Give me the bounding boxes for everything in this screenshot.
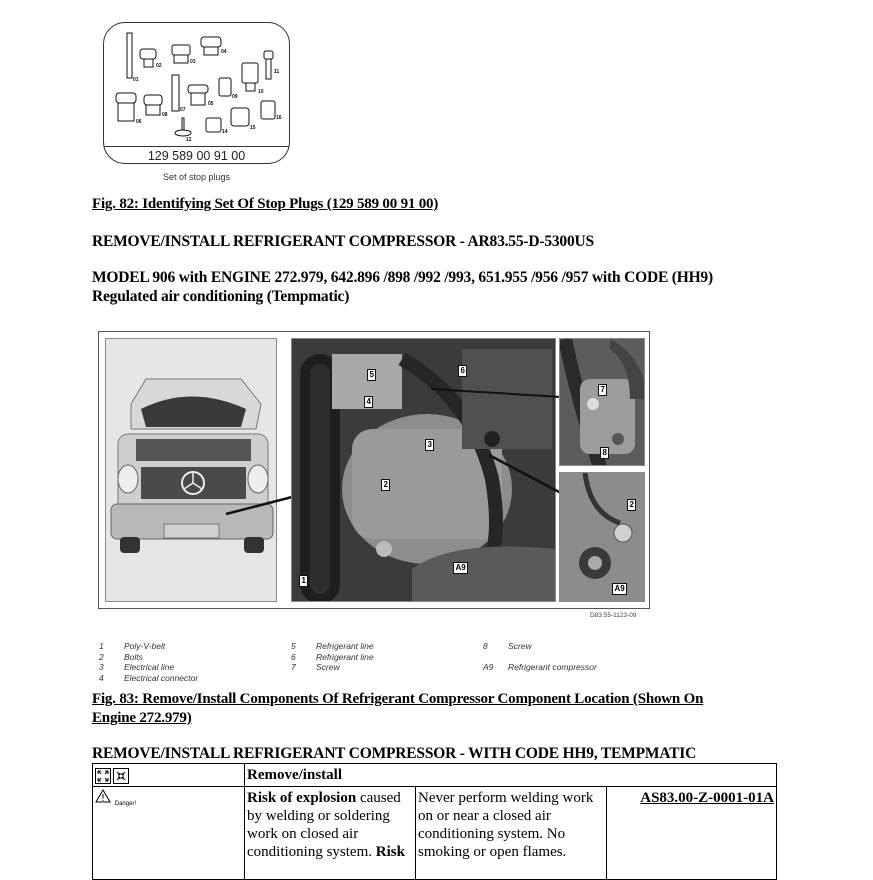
svg-text:03: 03	[190, 59, 196, 65]
van-illustration	[106, 339, 277, 602]
svg-text:14: 14	[222, 129, 228, 135]
svg-text:02: 02	[156, 63, 162, 69]
legend-item	[291, 652, 374, 663]
bolt-detail-photo	[559, 472, 645, 602]
legend-num: 5	[291, 641, 296, 651]
svg-text:12: 12	[186, 137, 192, 143]
bolt-detail-illustration	[560, 473, 645, 602]
legend-column-3	[483, 641, 597, 673]
svg-text:05: 05	[208, 101, 214, 107]
callout-2-detail: 2	[627, 499, 636, 511]
legend-item	[291, 662, 374, 673]
svg-text:09: 09	[232, 94, 238, 100]
svg-text:11: 11	[274, 69, 280, 75]
legend-item	[99, 641, 198, 652]
legend-spacer	[483, 652, 597, 663]
detail-pointer-lines	[429, 387, 564, 497]
callout-3: 3	[425, 439, 434, 451]
part-number: 129 589 00 91 00	[147, 149, 246, 163]
reference-link[interactable]: AS83.00-Z-0001-01A	[640, 790, 774, 806]
table-header-row	[93, 764, 777, 787]
legend-column-1	[99, 641, 198, 683]
legend-label: Refrigerant compressor	[508, 662, 597, 672]
danger-label: Danger!	[114, 801, 137, 807]
legend-item	[99, 673, 198, 684]
table-row	[93, 787, 777, 880]
legend-num: 6	[291, 651, 296, 662]
legend-num: A9	[483, 662, 494, 672]
stop-plugs-drawing	[104, 23, 290, 147]
legend-item	[483, 641, 597, 652]
callout-1: 1	[299, 575, 308, 587]
pointer-line	[224, 492, 299, 522]
callout-4: 4	[364, 396, 373, 408]
section-heading-ar: REMOVE/INSTALL REFRIGERANT COMPRESSOR - AR83.55-D-5300US	[92, 233, 594, 250]
legend-column-2	[291, 641, 374, 673]
procedure-table	[92, 763, 777, 880]
svg-text:08: 08	[162, 112, 168, 118]
frame-divider	[104, 146, 289, 147]
legend-item	[99, 652, 198, 663]
svg-text:10: 10	[258, 89, 264, 95]
legend-label: Screw	[316, 662, 340, 672]
collapse-icon[interactable]	[113, 768, 129, 784]
expand-icon[interactable]	[95, 768, 111, 784]
warning-triangle-icon	[95, 789, 111, 803]
legend-label: Electrical connector	[124, 672, 199, 683]
legend-num: 8	[483, 641, 488, 651]
legend-item	[483, 662, 597, 673]
legend-num: 1	[99, 641, 104, 651]
svg-text:07: 07	[180, 107, 186, 113]
table-header-title: Remove/install	[245, 764, 777, 787]
callout-5: 5	[367, 369, 376, 381]
svg-text:16: 16	[276, 115, 282, 121]
legend-label: Bolts	[124, 651, 143, 662]
callout-8: 8	[600, 447, 609, 459]
section-heading-hh9: REMOVE/INSTALL REFRIGERANT COMPRESSOR - WITH CODE HH9, TEMPMATIC	[92, 745, 697, 762]
legend-num: 7	[291, 662, 296, 672]
fig82-caption: Fig. 82: Identifying Set Of Stop Plugs (129 589 00 91 00)	[92, 196, 439, 212]
fig83-caption	[92, 690, 782, 728]
fig83-caption-line1: Fig. 83: Remove/Install Components Of Refrigerant Compressor Component Location (Shown On	[92, 691, 704, 707]
legend-label: Refrigerant line	[316, 651, 374, 662]
callout-7: 7	[598, 384, 607, 396]
image-caption: Set of stop plugs	[162, 172, 231, 182]
measure-cell: Never perform welding work on or near a closed air conditioning system. No smoking or open flames.	[416, 787, 607, 880]
svg-text:06: 06	[136, 119, 142, 125]
compressor-location-figure	[98, 331, 650, 609]
legend-label: Refrigerant line	[316, 641, 374, 651]
callout-6: 6	[458, 365, 467, 377]
van-front-photo	[105, 338, 277, 602]
risk-continued: Risk	[375, 844, 405, 860]
screw-detail-photo	[559, 338, 645, 466]
svg-text:04: 04	[221, 49, 227, 55]
fig83-caption-line2: Engine 272.979)	[92, 710, 192, 726]
risk-title: Risk of explosion	[247, 790, 357, 806]
view-toggle-cell	[93, 764, 245, 787]
svg-text:15: 15	[250, 125, 256, 131]
model-subline: Regulated air conditioning (Tempmatic)	[92, 288, 350, 305]
stop-plugs-figure	[103, 22, 290, 164]
risk-cell	[245, 787, 416, 880]
legend-label: Screw	[508, 641, 532, 651]
legend-num: 3	[99, 662, 104, 672]
callout-2: 2	[381, 479, 390, 491]
legend-item	[99, 662, 198, 673]
legend-item	[291, 641, 374, 652]
legend-num: 2	[99, 651, 104, 662]
legend-label: Electrical line	[124, 662, 175, 672]
legend-label: Poly-V-belt	[124, 641, 166, 651]
risk-description: caused by welding or soldering work on closed air conditioning system.	[247, 790, 401, 860]
callout-a9: A9	[453, 562, 468, 574]
figure-document-id: D83.55-1123-09	[590, 612, 637, 619]
reference-cell	[607, 787, 777, 880]
callout-a9-detail: A9	[612, 583, 627, 595]
svg-text:01: 01	[133, 77, 139, 83]
model-line: MODEL 906 with ENGINE 272.979, 642.896 /898 /992 /993, 651.955 /956 /957 with CODE (HH9)	[92, 269, 713, 286]
warning-cell	[93, 787, 245, 880]
legend-num: 4	[99, 672, 104, 683]
